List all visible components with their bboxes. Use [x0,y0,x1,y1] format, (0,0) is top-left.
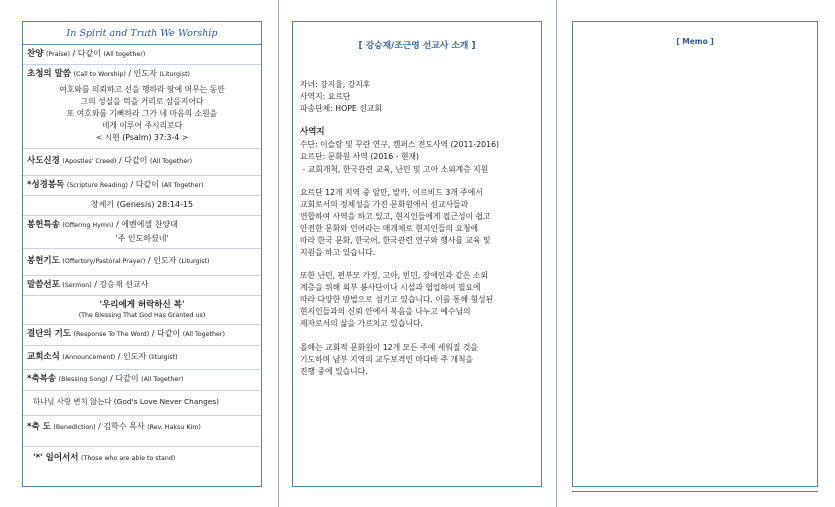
call-to-worship-row: 초청의 말씀 (Call to Worship) / 인도자 (Liturgist) 여호와를 의뢰하고 선을 행하라 땅에 머무는 동안 그의 성실을 먹을 거리로 삼을지어다 또 여호와를 기뻐하라 그가 네 마음의 소원을 네게 이루어 주시리로다 < 시편 (Psalm) 37:3-4 > [23,65,261,149]
response-row: 결단의 기도 (Response To The Word) / 다같이 (All Together) [23,325,261,345]
memo-bottom-rule [572,491,818,492]
missionary-title: [ 강승재/조근영 선교사 소개 ] [358,41,476,51]
prayer-row: 봉헌기도 (Offertory/Pastoral Prayer) / 인도자 (Liturgist) [23,249,261,275]
memo-title: [ Memo ] [676,37,714,46]
scripture-row: *성경봉독 (Scripture Reading) / 다같이 (All Together) [23,176,261,196]
sermon-row: 말씀선포 (Sermon) / 강승재 선교사 [23,276,261,296]
missionary-body: 자녀: 강지율, 강지후 사역지: 요르단 파송단체: HOPE 선교회 사역지 수단: 이슬람 및 꾸란 연구, 캠퍼스 전도사역 (2011-2016) 요르단: 문화원 사역 (2016 - 현재) - 교회개척, 한국관련 교육, 난민 및 고아 소외계층 지원 요르단 12개 지역 중 암만, 발카, 이르비드 3개 주에서 교회로서의 정체성을 가진 문화원에서 선교사들과 연합하여 사역을 하고 있고, 현지인들에게 접근성이 쉽고 안전한 문화와 언어라는 매개체로 현지인들의 요청에 따라 한국 문화, 한국어, 한국관련 연구와 행사를 교육 및 지원을 하고 있습니다. 또한 난민, 편부모 가정, 고아, 빈민, 장애인과 같은 소외 계층을 위해 외부 봉사단이나 시설과 협업하여 필요에 따라 다양한 방법으로 섬기고 있습니다. 이를 통해 형성된 현지인들과의 신뢰 안에서 복음을 나누고 예수님의 제자로서의 삶을 가르치고 있습니다. 올해는 교회적 문화원이 12개 모든 주에 세워질 것을 기도하며 남부 지역의 교두보격인 마다바 주 개척을 진행 중에 있습니다. [293,51,541,378]
announcement-row: 교회소식 (Announcement) / 인도자 (liturgist) [23,346,261,370]
divider-left [278,0,279,507]
offering-row: 봉헌특송 (Offering Hymn) / 에벤에셀 찬양대 '주 인도하셨네' [23,216,261,249]
offering-song: '주 인도하셨네' [115,233,169,243]
order-of-worship-panel [22,21,262,487]
scripture-ref: 창세기 (Genesis) 28:14-15 [23,196,261,216]
blessing-song-title: 하나님 사랑 변치 않는다 (God's Love Never Changes) [23,391,261,417]
order-title: In Spirit and Truth We Worship [23,22,261,45]
stand-note: '*' 일어서서 (Those who are able to stand) [33,452,176,463]
paragraph-1: 요르단 12개 지역 중 암만, 발카, 이르비드 3개 주에서 교회로서의 정체성을 가진 문화원에서 선교사들과 연합하여 사역을 하고 있고, 현지인들에게 접근성이 쉽고 안전한 문화와 언어라는 매개체로 현지인들의 요청에 따라 한국 문화, 한국어, 한국관련 연구와 행사를 교육 및 지원을 하고 있습니다. [300,187,491,258]
memo-panel [572,21,818,487]
missionary-panel [292,21,542,487]
paragraph-2: 또한 난민, 편부모 가정, 고아, 빈민, 장애인과 같은 소외 계층을 위해 외부 봉사단이나 시설과 협업하여 필요에 따라 다양한 방법으로 섬기고 있습니다. 이를 통해 형성된 현지인들과의 신뢰 안에서 복음을 나누고 예수님의 제자로서의 삶을 가르치고 있습니다. [300,271,494,329]
paragraph-3: 올해는 교회적 문화원이 12개 모든 주에 세워질 것을 기도하며 남부 지역의 교두보격인 마다바 주 개척을 진행 중에 있습니다. [300,342,478,376]
sermon-title: '우리에게 허락하신 복' (The Blessing That God Has Granted us) [23,296,261,325]
creed-row: 사도신경 (Apostles' Creed) / 다같이 (All Together) [23,149,261,175]
praise-row: 찬양 (Praise) / 다같이 (All together) [23,45,261,65]
benediction-row: *축 도 (Benediction) / 김학수 목사 (Rev. Haksu Kim) [23,416,261,446]
ministry-heading: 사역지 [300,127,325,138]
blessing-song-row: *축복송 (Blessing Song) / 다같이 (All Together) [23,370,261,390]
divider-right [556,0,557,507]
call-verse: 여호와를 의뢰하고 선을 행하라 땅에 머무는 동안 그의 성실을 먹을 거리로 삼을지어다 또 여호와를 기뻐하라 그가 네 마음의 소원을 네게 이루어 주시리로다 < 시편 (Psalm) 37:3-4 > [59,84,225,143]
